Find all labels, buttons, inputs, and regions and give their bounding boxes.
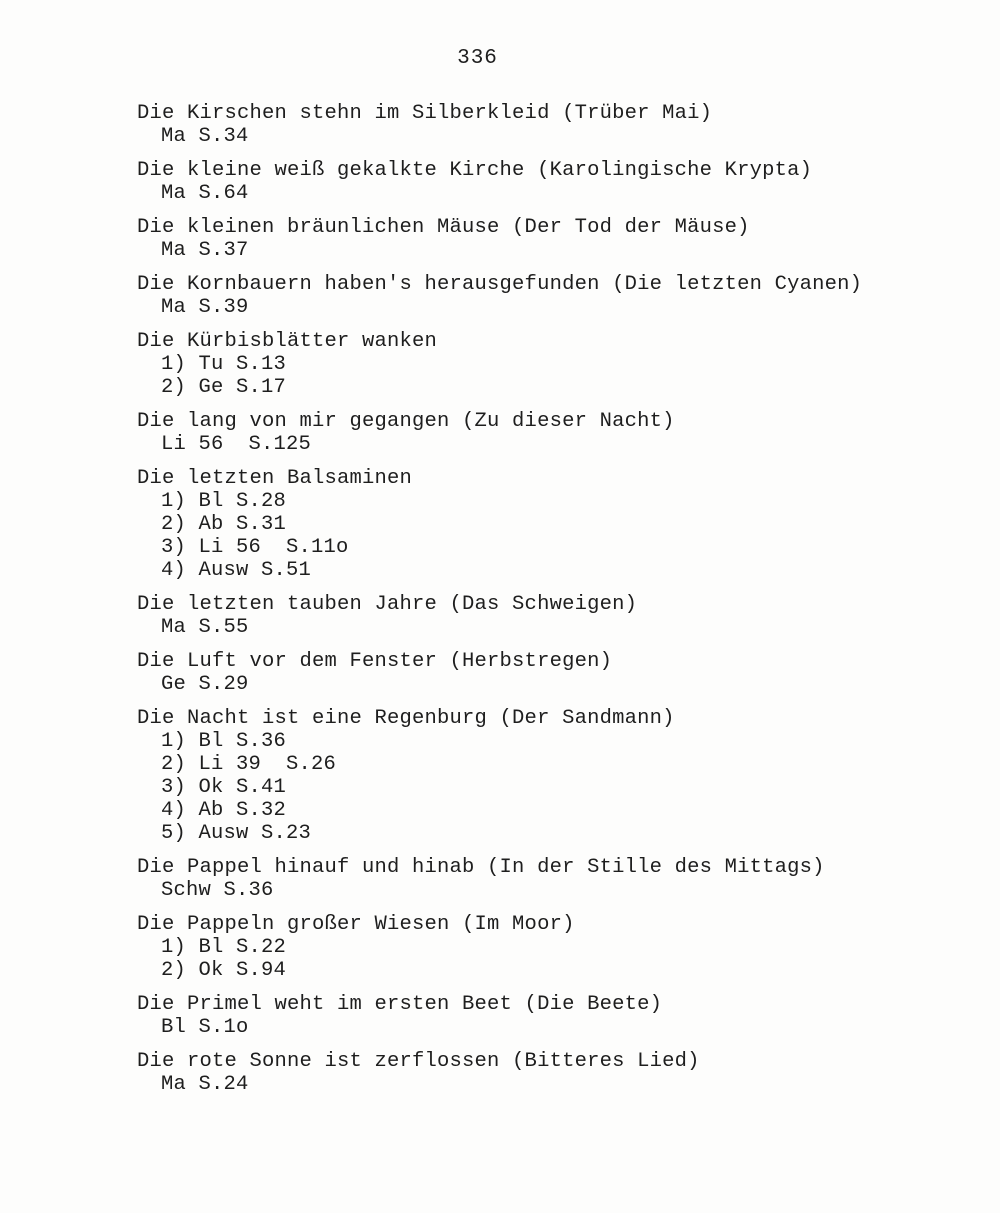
entry-heading: Die Luft vor dem Fenster (Herbstregen)	[137, 650, 613, 673]
entry-reference: 1) Bl S.22	[161, 936, 287, 959]
entry-heading: Die Kirschen stehn im Silberkleid (Trüber Mai)	[137, 102, 713, 125]
entry-reference: Ma S.34	[161, 125, 249, 148]
index-entry	[137, 102, 967, 148]
index-entry	[137, 707, 967, 845]
index-entry	[137, 593, 967, 639]
entry-reference: 2) Ab S.31	[161, 513, 287, 536]
entry-heading: Die rote Sonne ist zerflossen (Bitteres Lied)	[137, 1050, 700, 1073]
index-entry	[137, 216, 967, 262]
index-entry	[137, 993, 967, 1039]
entry-heading: Die Pappel hinauf und hinab (In der Stille des Mittags)	[137, 856, 825, 879]
entry-heading: Die letzten Balsaminen	[137, 467, 413, 490]
index-entry	[137, 159, 967, 205]
entry-reference: Ma S.64	[161, 182, 249, 205]
index-entry	[137, 650, 967, 696]
entry-reference: Li 56 S.125	[161, 433, 312, 456]
entry-reference: 3) Ok S.41	[161, 776, 287, 799]
entry-reference: 2) Ge S.17	[161, 376, 287, 399]
entry-reference: Ge S.29	[161, 673, 249, 696]
entry-reference: 4) Ab S.32	[161, 799, 287, 822]
index-entry	[137, 1050, 967, 1096]
entry-reference: 1) Bl S.28	[161, 490, 287, 513]
entry-reference: Ma S.39	[161, 296, 249, 319]
entry-heading: Die kleinen bräunlichen Mäuse (Der Tod der Mäuse)	[137, 216, 750, 239]
entry-reference: 2) Ok S.94	[161, 959, 287, 982]
entry-reference: Schw S.36	[161, 879, 274, 902]
entry-reference: Ma S.55	[161, 616, 249, 639]
index-entry	[137, 856, 967, 902]
entry-heading: Die Pappeln großer Wiesen (Im Moor)	[137, 913, 575, 936]
page-number: 336	[457, 47, 498, 70]
index-entry	[137, 410, 967, 456]
index-entry	[137, 330, 967, 399]
index-entry	[137, 273, 967, 319]
entry-heading: Die lang von mir gegangen (Zu dieser Nacht)	[137, 410, 675, 433]
entry-reference: Bl S.1o	[161, 1016, 249, 1039]
entry-reference: 3) Li 56 S.11o	[161, 536, 349, 559]
index-entries-list	[137, 102, 967, 1107]
entry-reference: 1) Tu S.13	[161, 353, 287, 376]
entry-reference: 5) Ausw S.23	[161, 822, 312, 845]
entry-reference: Ma S.37	[161, 239, 249, 262]
entry-reference: Ma S.24	[161, 1073, 249, 1096]
entry-reference: 1) Bl S.36	[161, 730, 287, 753]
entry-heading: Die Kürbisblätter wanken	[137, 330, 438, 353]
index-entry	[137, 467, 967, 582]
entry-reference: 4) Ausw S.51	[161, 559, 312, 582]
entry-reference: 2) Li 39 S.26	[161, 753, 337, 776]
entry-heading: Die Kornbauern haben's herausgefunden (Die letzten Cyanen)	[137, 273, 863, 296]
entry-heading: Die kleine weiß gekalkte Kirche (Karolingische Krypta)	[137, 159, 813, 182]
index-entry	[137, 913, 967, 982]
entry-heading: Die Nacht ist eine Regenburg (Der Sandmann)	[137, 707, 675, 730]
entry-heading: Die letzten tauben Jahre (Das Schweigen)	[137, 593, 638, 616]
entry-heading: Die Primel weht im ersten Beet (Die Beete)	[137, 993, 663, 1016]
